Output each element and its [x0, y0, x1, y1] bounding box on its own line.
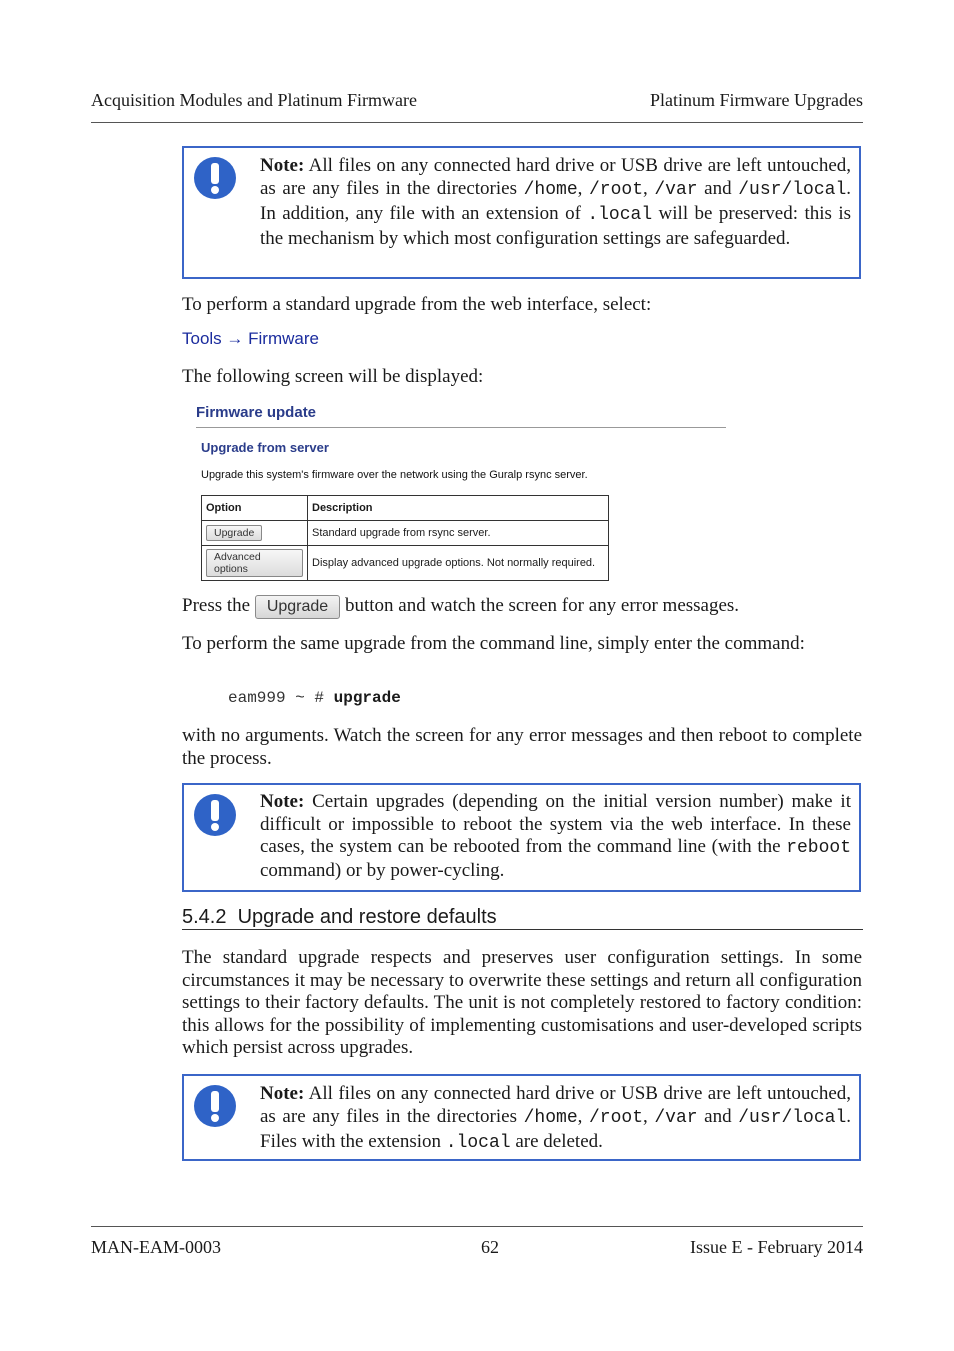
note-2-text [260, 791, 851, 882]
screenshot-rule [196, 427, 726, 428]
note-1-text [260, 154, 851, 250]
note-text-segment: All files on any connected hard drive or USB drive are left untouched, as are any files in the directories [260, 1083, 851, 1127]
code-command: reboot [786, 838, 851, 858]
column-header-option: Option [202, 496, 308, 521]
footer-issue: Issue E - February 2014 [690, 1237, 863, 1257]
code-path: /home [523, 1108, 578, 1128]
section-title: Upgrade and restore defaults [237, 906, 497, 928]
note-text-segment: Certain upgrades (depending on the initial version number) make it difficult or impossible to reboot the system via the web interface. In these cases, the system can be rebooted from the command line (with the [260, 791, 851, 857]
code-path: /root [588, 1108, 643, 1128]
code-path: /home [523, 180, 578, 200]
note-text-segment: , [577, 1106, 589, 1127]
code-path: /usr/local [738, 1108, 847, 1128]
options-table [201, 495, 609, 581]
section-heading [182, 906, 863, 930]
note-box-2 [182, 783, 861, 892]
footer-rule [91, 1226, 863, 1227]
note-text-segment: and [697, 1106, 739, 1127]
table-row [202, 521, 609, 546]
command-keyword: upgrade [333, 689, 401, 707]
screenshot-subtitle: Upgrade from server [201, 440, 329, 455]
option-cell [202, 546, 308, 581]
note-text-segment: , [643, 1106, 655, 1127]
note-box-3 [182, 1074, 861, 1161]
section-number: 5.4.2 [182, 906, 227, 928]
header-right: Platinum Firmware Upgrades [650, 90, 863, 110]
table-header-row [202, 496, 609, 521]
advanced-options-button[interactable]: Advanced options [206, 549, 303, 577]
note-text-segment: will be preserved: this is the mechanism by which most configuration settings are safeguarded. [260, 203, 851, 249]
command-prompt: eam999 ~ # [228, 689, 334, 707]
description-cell: Display advanced upgrade options. Not normally required. [308, 546, 609, 581]
table-row [202, 546, 609, 581]
note-text-segment: command) or by power-cycling. [260, 859, 505, 881]
code-path: /root [588, 180, 643, 200]
note-text-segment: are deleted. [510, 1131, 603, 1152]
code-extension: .local [445, 1133, 511, 1153]
para-restore: The standard upgrade respects and preserves user configuration settings. In some circumstances it may be necessary to overwrite these settings and return all configuration settings to their factory defaults. The unit is not completely restored to factory condition: this allows for the possibility of implementing customisations and user-developed scripts which persist across upgrades. [182, 947, 862, 1059]
exclamation-icon [193, 156, 237, 200]
screenshot-description: Upgrade this system's firmware over the network using the Guralp rsync server. [201, 469, 588, 481]
para-no-args: with no arguments. Watch the screen for any error messages and then reboot to complete the process. [182, 725, 862, 769]
upgrade-button-inline[interactable]: Upgrade [255, 595, 340, 619]
header-left: Acquisition Modules and Platinum Firmware [91, 90, 417, 110]
note-label: Note: [260, 155, 305, 176]
option-cell [202, 521, 308, 546]
para-select: To perform a standard upgrade from the web interface, select: [182, 294, 652, 315]
para-displayed: The following screen will be displayed: [182, 366, 484, 387]
para-press [182, 594, 862, 619]
note-box-1 [182, 146, 861, 279]
code-path: /var [654, 1108, 698, 1128]
para-cmdline: To perform the same upgrade from the command line, simply enter the command: [182, 633, 805, 654]
code-extension: .local [587, 205, 653, 225]
note-text-segment: , [643, 178, 655, 199]
note-text-segment: All files on any connected hard drive or USB drive are left untouched, as are any files in the directories [260, 155, 851, 199]
upgrade-button[interactable]: Upgrade [206, 525, 262, 541]
code-path: /var [654, 180, 698, 200]
note-3-text [260, 1082, 851, 1155]
note-text-segment: and [697, 178, 739, 199]
menu-path: Tools → Firmware [182, 329, 319, 348]
note-text-segment: . Files with the extension [260, 1106, 852, 1152]
note-label: Note: [260, 1083, 305, 1104]
exclamation-icon [193, 1084, 237, 1128]
header-rule [91, 122, 863, 123]
press-text-before: Press the [182, 595, 255, 616]
firmware-screenshot [190, 396, 730, 581]
column-header-description: Description [308, 496, 609, 521]
screenshot-title: Firmware update [196, 404, 317, 421]
code-path: /usr/local [738, 180, 847, 200]
note-label: Note: [260, 791, 305, 812]
description-cell: Standard upgrade from rsync server. [308, 521, 609, 546]
command-line [228, 689, 401, 708]
press-text-after: button and watch the screen for any error messages. [340, 595, 740, 616]
footer-doc-id: MAN-EAM-0003 [91, 1237, 221, 1257]
exclamation-icon [193, 793, 237, 837]
note-text-segment: . In addition, any file with an extension of [260, 178, 852, 224]
note-text-segment: , [577, 178, 589, 199]
page-number: 62 [481, 1237, 499, 1257]
